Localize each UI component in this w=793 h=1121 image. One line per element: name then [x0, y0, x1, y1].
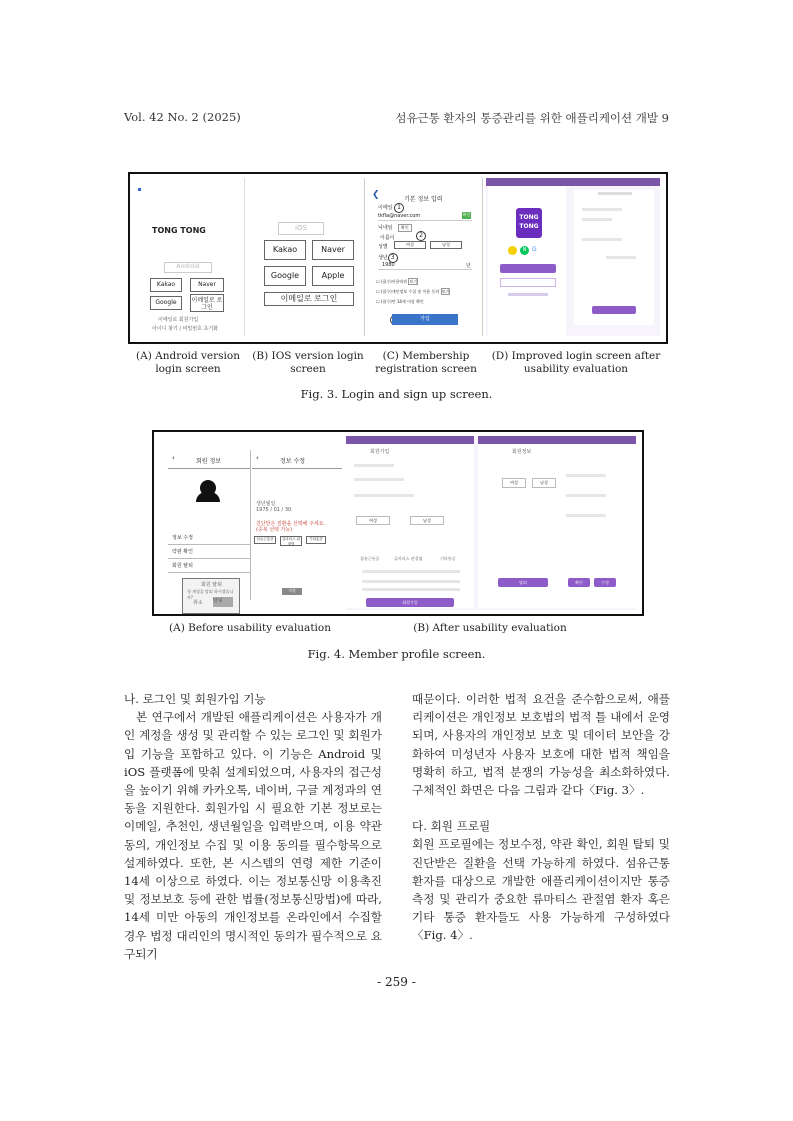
- left-column: [124, 690, 382, 963]
- disease-prompt: 진단받은 질환을 선택해 주세요.: [256, 521, 326, 527]
- paragraph-login: 본 연구에서 개발된 애플리케이션은 사용자가 개인 계정을 생성 및 관리할 수 있는 로그인 및 회원가입 기능을 포함하고 있다. 이 기능은 Android 및 iOS 플랫폼에 맞춰 설계되었으며, 사용자의 접근성을 높이기 위해 카카오톡, 네이버, 구글 계정과의 연동을 지원한다. 회원가입 시 필요한 기본 정보로는 이메일, 추천인, 생년월일을 입력받으며, 이용 약관 동의, 개인정보 수집 및 이용 동의를 필수항목으로 설계하였다. 또한, 본 시스템의 연령 제한 기준이 14세 이상으로 하였다. 이는 정보통신망 이용촉진 및 정보보호 등에 관한 법률(정보통신망법)에 따라, 14세 미만 아동의 개인정보를 온라인에서 수집할 경우 법정 대리인의 명시적인 동의가 필수적으로 요구되기: [124, 710, 382, 961]
- dialog-confirm-button[interactable]: 탈퇴: [213, 597, 233, 607]
- kakao-icon[interactable]: [508, 246, 517, 255]
- gender-label: 성별: [378, 244, 388, 250]
- journal-volume: Vol. 42 No. 2 (2025): [124, 110, 241, 124]
- back-arrow-icon[interactable]: ❮: [372, 190, 380, 200]
- paragraph-profile: 회원 프로필에는 정보수정, 약관 확인, 회원 탈퇴 및 진단받은 질환을 선택 가능하게 하였다. 섬유근통 환자를 대상으로 개발한 애플리케이션이지만 통증 측정 및 관리가 중요한 류마티스 관절염 환자 혹은 기타 통증 환자들도 사용 가능하게 구성하였다〈Fig. 4〉.: [412, 837, 670, 943]
- nickname-label: 닉네임: [378, 225, 393, 231]
- save-button[interactable]: 저장: [282, 588, 302, 595]
- female-button[interactable]: 여성: [394, 241, 426, 249]
- section-heading-login: 나. 로그인 및 회원가입 기능: [124, 692, 266, 706]
- fig4-panel-b: [346, 436, 636, 610]
- back-chevron-icon[interactable]: ‹: [172, 454, 175, 462]
- apple-button[interactable]: Apple: [312, 266, 354, 286]
- signup-button[interactable]: [500, 278, 556, 287]
- page-number: - 259 -: [377, 975, 416, 989]
- menu-edit-info[interactable]: 정보 수정: [172, 535, 193, 541]
- birth-label: 생년: [378, 255, 388, 261]
- paragraph-legal: 때문이다. 이러한 법적 요건을 준수함으로써, 애플리케이션은 개인정보 보호법의 법적 틀 내에서 운영되며, 사용자의 개인정보 보호 및 데이터 보안을 강화하여 미성년자 사용자 보호에 대한 법적 책임을 명확히 하고, 법적 분쟁의 가능성을 최소화하였다. 구체적인 화면은 다음 그림과 같다〈Fig. 3〉.: [412, 692, 670, 798]
- step-3-marker: 3: [388, 253, 398, 263]
- fig4-title: Fig. 4. Member profile screen.: [307, 647, 486, 661]
- withdraw-button[interactable]: 탈퇴: [498, 578, 548, 587]
- name-label: 이름이: [380, 235, 395, 241]
- signup-title: 회원가입: [370, 449, 390, 455]
- dialog-message: 첫 계정을 탈퇴 하시겠습니까?: [187, 589, 234, 600]
- birth-label: 생년월일: [256, 501, 276, 507]
- fig3-caption-a: (A) Android version login screen: [136, 350, 240, 375]
- google-button[interactable]: Google: [264, 266, 306, 286]
- view-terms-button[interactable]: 보기: [409, 279, 418, 284]
- fig4-panel-a: [168, 450, 342, 606]
- email-label: 이메일: [378, 205, 393, 211]
- google-icon[interactable]: G: [532, 246, 537, 253]
- fig4-caption-b: (B) After usability evaluation: [413, 622, 567, 634]
- disease-prompt-sub: (중복 선택 가능): [256, 527, 293, 533]
- fig3-panel-d: [486, 178, 660, 336]
- nickname-check-button[interactable]: 확인: [398, 224, 412, 232]
- fig3-caption-b: (B) IOS version login screen: [252, 350, 364, 375]
- fig3-title: Fig. 3. Login and sign up screen.: [300, 387, 493, 401]
- ios-badge: iOS: [278, 222, 324, 235]
- year-value[interactable]: 1980: [382, 262, 395, 268]
- section-heading-profile: 다. 회원 프로필: [412, 819, 491, 834]
- kakao-button[interactable]: Kakao: [150, 278, 182, 292]
- signup-submit-button[interactable]: 회원가입: [366, 598, 454, 607]
- naver-button[interactable]: Naver: [190, 278, 224, 292]
- logo-line-1: TONG: [519, 214, 539, 221]
- back-chevron-icon[interactable]: ‹: [256, 454, 259, 462]
- member-info-title: 회원정보: [512, 449, 532, 455]
- naver-button[interactable]: Naver: [312, 240, 354, 260]
- step-1-marker: 1: [394, 203, 404, 213]
- step-2-marker: 2: [416, 231, 426, 241]
- fig3-panel-b: [248, 178, 365, 336]
- app-title: TONG TONG: [152, 226, 206, 235]
- female-option[interactable]: 여성: [502, 478, 526, 488]
- email-value[interactable]: tkfla@naver.com: [378, 213, 421, 219]
- naver-icon[interactable]: N: [520, 246, 529, 255]
- menu-withdraw[interactable]: 회원 탈퇴: [172, 563, 193, 569]
- email-signup-link[interactable]: 이메일로 회원가입: [158, 317, 199, 323]
- male-option[interactable]: 남성: [532, 478, 556, 488]
- disease-chip-rheumatoid[interactable]: 류마티스 관절염: [281, 537, 301, 546]
- fig3-panel-c: ❮ 기본 정보 입력 이메일 1 tkfla@naver.com 확인 닉네임 확인 2 이름이 성별 여성 남성 생년 3 1980 년 ☐ (필수)이용약관 보기 ☐ (필수)개인정보 수집 및 이용 동의 보기 ☐ (필수)만 14세 이상 확인 가입: [370, 178, 483, 336]
- chip-other[interactable]: 기타통증: [440, 556, 456, 561]
- fig4-caption-a: (A) Before usability evaluation: [169, 622, 331, 634]
- male-button[interactable]: 남성: [430, 241, 462, 249]
- agree-age[interactable]: (필수)만 14세 이상 확인: [380, 299, 424, 304]
- android-badge: Android: [164, 262, 212, 273]
- email-login-button[interactable]: [500, 264, 556, 273]
- right-column: [412, 690, 670, 945]
- fig3-caption-d: (D) Improved login screen after usability evaluation: [491, 350, 661, 375]
- birth-value[interactable]: 1975 / 01 / 30: [256, 507, 292, 513]
- edit-title: 정보 수정: [280, 458, 306, 465]
- edit-button[interactable]: 수정: [594, 578, 616, 587]
- disease-chip-other[interactable]: 기타통증: [306, 536, 326, 544]
- dialog-cancel-button[interactable]: 취소: [193, 600, 203, 606]
- profile-title: 회원 정보: [196, 458, 222, 465]
- disease-chip-fibromyalgia[interactable]: 섬유근통증: [254, 536, 276, 544]
- form-title: 기본 정보 입력: [404, 196, 443, 203]
- confirm-button[interactable]: [592, 306, 636, 314]
- dialog-title: 회원 탈퇴: [201, 582, 222, 588]
- email-login-button[interactable]: 이메일로 로그인: [190, 294, 224, 312]
- google-button[interactable]: Google: [150, 296, 182, 310]
- agree-privacy[interactable]: (필수)개인정보 수집 및 이용 동의: [380, 289, 440, 294]
- year-unit: 년: [466, 263, 471, 269]
- fig3-caption-c: (C) Membership registration screen: [375, 350, 477, 375]
- view-privacy-button[interactable]: 보기: [441, 289, 450, 294]
- confirm-button[interactable]: 확인: [568, 578, 590, 587]
- chip-rheumatoid[interactable]: 류마티스 관절염: [394, 556, 423, 561]
- agree-terms[interactable]: (필수)이용약관: [380, 279, 408, 284]
- submit-button[interactable]: 가입: [392, 314, 458, 325]
- menu-terms[interactable]: 약관 확인: [172, 549, 193, 555]
- female-button[interactable]: 여성: [356, 516, 390, 525]
- fig4-frame: [152, 430, 644, 616]
- logo-line-2: TONG: [519, 223, 539, 230]
- email-ok-button[interactable]: 확인: [462, 212, 471, 217]
- email-login-button[interactable]: 이메일로 로그인: [264, 292, 354, 306]
- fig3-panel-a: [134, 178, 245, 336]
- withdraw-dialog: [182, 578, 240, 614]
- fig3-frame: [128, 172, 668, 344]
- running-title: 섬유근통 환자의 통증관리를 위한 애플리케이션 개발 9: [395, 111, 669, 125]
- find-account-link[interactable]: 아이디 찾기 / 비밀번호 초기화: [152, 326, 219, 332]
- chip-fibromyalgia[interactable]: 섬유근통증: [360, 556, 380, 561]
- kakao-button[interactable]: Kakao: [264, 240, 306, 260]
- male-button[interactable]: 남성: [410, 516, 444, 525]
